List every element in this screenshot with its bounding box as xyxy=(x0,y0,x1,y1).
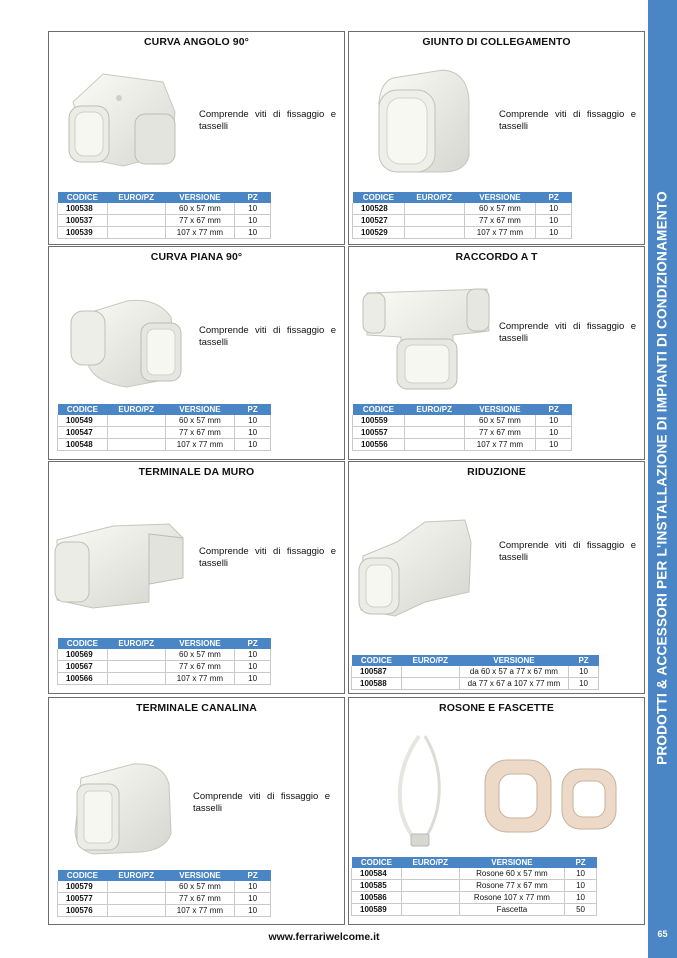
qty-cell: 10 xyxy=(235,673,271,685)
version-cell: da 60 x 57 a 77 x 67 mm xyxy=(459,666,568,678)
header-euro: EURO/PZ xyxy=(404,404,464,415)
product-panel-curva-angolo xyxy=(48,31,345,245)
code-cell: 100576 xyxy=(58,905,108,917)
price-cell xyxy=(404,415,464,427)
version-cell: Rosone 107 x 77 mm xyxy=(459,892,564,904)
panel-title: TERMINALE DA MURO xyxy=(138,466,255,478)
product-table xyxy=(351,655,599,690)
version-cell: 77 x 67 mm xyxy=(464,215,536,227)
header-euro: EURO/PZ xyxy=(107,192,165,203)
product-table xyxy=(351,857,597,916)
code-cell: 100566 xyxy=(58,673,108,685)
price-cell xyxy=(107,649,165,661)
qty-cell: 10 xyxy=(235,661,271,673)
header-pz: PZ xyxy=(235,404,271,415)
code-cell: 100579 xyxy=(58,881,108,893)
version-cell: Rosone 60 x 57 mm xyxy=(459,868,564,880)
product-panel-terminale-canalina xyxy=(48,697,345,925)
code-cell: 100588 xyxy=(352,678,402,690)
table-row xyxy=(352,892,597,904)
header-pz: PZ xyxy=(569,655,599,666)
code-cell: 100586 xyxy=(352,892,402,904)
code-cell: 100589 xyxy=(352,904,402,916)
panel-title: CURVA ANGOLO 90° xyxy=(144,36,249,48)
table-row xyxy=(58,215,271,227)
price-cell xyxy=(404,215,464,227)
panel-description: Comprende viti di fissaggio e tasselli xyxy=(199,325,336,348)
panel-description: Comprende viti di fissaggio e tasselli xyxy=(499,109,636,132)
product-table xyxy=(57,638,271,685)
header-codice: CODICE xyxy=(352,655,402,666)
table-row xyxy=(352,880,597,892)
product-image-raccordo-t xyxy=(361,279,493,397)
header-pz: PZ xyxy=(235,870,271,881)
version-cell: 107 x 77 mm xyxy=(165,673,235,685)
product-table xyxy=(57,870,271,917)
panel-title: CURVA PIANA 90° xyxy=(150,251,243,263)
version-cell: 77 x 67 mm xyxy=(464,427,536,439)
product-image-riduzione xyxy=(355,512,475,622)
table-row xyxy=(58,227,271,239)
price-cell xyxy=(401,868,459,880)
code-cell: 100537 xyxy=(58,215,108,227)
header-euro: EURO/PZ xyxy=(107,870,165,881)
product-image-rosone-small xyxy=(559,766,619,832)
product-panel-riduzione xyxy=(348,461,645,694)
qty-cell: 10 xyxy=(565,868,597,880)
qty-cell: 10 xyxy=(235,203,271,215)
qty-cell: 10 xyxy=(235,427,271,439)
code-cell: 100557 xyxy=(353,427,405,439)
product-image-fascetta xyxy=(391,730,451,854)
price-cell xyxy=(401,678,459,690)
header-codice: CODICE xyxy=(58,638,108,649)
version-cell: 107 x 77 mm xyxy=(165,227,235,239)
header-codice: CODICE xyxy=(58,404,108,415)
table-row xyxy=(353,215,572,227)
qty-cell: 10 xyxy=(235,215,271,227)
price-cell xyxy=(107,439,165,451)
qty-cell: 10 xyxy=(235,227,271,239)
code-cell: 100529 xyxy=(353,227,405,239)
version-cell: 60 x 57 mm xyxy=(165,649,235,661)
qty-cell: 10 xyxy=(536,439,572,451)
table-row xyxy=(352,666,599,678)
qty-cell: 10 xyxy=(536,415,572,427)
version-cell: 60 x 57 mm xyxy=(464,415,536,427)
header-codice: CODICE xyxy=(352,857,402,868)
header-versione: VERSIONE xyxy=(165,638,235,649)
header-euro: EURO/PZ xyxy=(107,638,165,649)
header-versione: VERSIONE xyxy=(459,857,564,868)
price-cell xyxy=(404,203,464,215)
code-cell: 100585 xyxy=(352,880,402,892)
table-row xyxy=(352,868,597,880)
code-cell: 100528 xyxy=(353,203,405,215)
price-cell xyxy=(401,880,459,892)
qty-cell: 10 xyxy=(536,227,572,239)
price-cell xyxy=(107,661,165,673)
qty-cell: 10 xyxy=(235,881,271,893)
header-euro: EURO/PZ xyxy=(404,192,464,203)
table-row xyxy=(58,415,271,427)
version-cell: Rosone 77 x 67 mm xyxy=(459,880,564,892)
price-cell xyxy=(404,439,464,451)
price-cell xyxy=(107,893,165,905)
code-cell: 100559 xyxy=(353,415,405,427)
version-cell: 107 x 77 mm xyxy=(165,439,235,451)
price-cell xyxy=(404,427,464,439)
table-row xyxy=(353,415,572,427)
code-cell: 100548 xyxy=(58,439,108,451)
version-cell: da 77 x 67 a 107 x 77 mm xyxy=(459,678,568,690)
panel-title: GIUNTO DI COLLEGAMENTO xyxy=(422,36,571,48)
header-euro: EURO/PZ xyxy=(401,655,459,666)
version-cell: 60 x 57 mm xyxy=(165,415,235,427)
code-cell: 100547 xyxy=(58,427,108,439)
product-table xyxy=(57,192,271,239)
qty-cell: 10 xyxy=(235,905,271,917)
price-cell xyxy=(107,415,165,427)
version-cell: 107 x 77 mm xyxy=(464,227,536,239)
header-versione: VERSIONE xyxy=(459,655,568,666)
header-codice: CODICE xyxy=(353,192,405,203)
code-cell: 100556 xyxy=(353,439,405,451)
version-cell: 77 x 67 mm xyxy=(165,661,235,673)
product-image-curva-angolo xyxy=(63,62,193,180)
price-cell xyxy=(107,673,165,685)
price-cell xyxy=(107,427,165,439)
qty-cell: 10 xyxy=(235,893,271,905)
header-pz: PZ xyxy=(235,192,271,203)
product-table xyxy=(352,404,572,451)
qty-cell: 10 xyxy=(536,215,572,227)
product-image-rosone-large xyxy=(481,756,555,836)
version-cell: Fascetta xyxy=(459,904,564,916)
price-cell xyxy=(401,904,459,916)
table-row xyxy=(58,893,271,905)
header-versione: VERSIONE xyxy=(165,192,235,203)
product-image-terminale-canalina xyxy=(69,754,179,858)
panel-description: Comprende viti di fissaggio e tasselli xyxy=(199,546,336,569)
version-cell: 107 x 77 mm xyxy=(464,439,536,451)
panel-description: Comprende viti di fissaggio e tasselli xyxy=(199,109,336,132)
header-versione: VERSIONE xyxy=(464,404,536,415)
qty-cell: 10 xyxy=(235,415,271,427)
version-cell: 107 x 77 mm xyxy=(165,905,235,917)
table-row xyxy=(352,904,597,916)
table-row xyxy=(352,678,599,690)
qty-cell: 10 xyxy=(536,203,572,215)
panel-title: RIDUZIONE xyxy=(467,466,526,478)
header-euro: EURO/PZ xyxy=(107,404,165,415)
qty-cell: 10 xyxy=(235,439,271,451)
table-row xyxy=(353,227,572,239)
header-versione: VERSIONE xyxy=(464,192,536,203)
table-row xyxy=(58,881,271,893)
qty-cell: 10 xyxy=(565,880,597,892)
product-panel-giunto xyxy=(348,31,645,245)
qty-cell: 10 xyxy=(565,892,597,904)
product-panel-rosone-fascette xyxy=(348,697,645,925)
product-panel-terminale-muro xyxy=(48,461,345,694)
header-pz: PZ xyxy=(235,638,271,649)
version-cell: 77 x 67 mm xyxy=(165,427,235,439)
panel-title: TERMINALE CANALINA xyxy=(136,702,257,714)
header-codice: CODICE xyxy=(353,404,405,415)
header-pz: PZ xyxy=(565,857,597,868)
table-row xyxy=(58,661,271,673)
code-cell: 100577 xyxy=(58,893,108,905)
header-versione: VERSIONE xyxy=(165,404,235,415)
panel-title: ROSONE E FASCETTE xyxy=(439,702,554,714)
table-row xyxy=(58,427,271,439)
qty-cell: 10 xyxy=(569,678,599,690)
header-codice: CODICE xyxy=(58,870,108,881)
product-image-giunto xyxy=(373,60,483,180)
product-panel-curva-piana xyxy=(48,246,345,460)
table-row xyxy=(58,905,271,917)
code-cell: 100527 xyxy=(353,215,405,227)
product-image-curva-piana xyxy=(67,287,189,397)
qty-cell: 10 xyxy=(569,666,599,678)
header-pz: PZ xyxy=(536,192,572,203)
price-cell xyxy=(107,215,165,227)
product-panel-raccordo-t xyxy=(348,246,645,460)
table-row xyxy=(58,649,271,661)
footer-url[interactable]: www.ferrariwelcome.it xyxy=(268,931,380,943)
header-pz: PZ xyxy=(536,404,572,415)
table-row xyxy=(353,439,572,451)
product-image-terminale-muro xyxy=(53,514,193,614)
code-cell: 100539 xyxy=(58,227,108,239)
page-number: 65 xyxy=(657,929,668,939)
version-cell: 60 x 57 mm xyxy=(464,203,536,215)
panel-description: Comprende viti di fissaggio e tasselli xyxy=(193,791,330,814)
table-row xyxy=(58,203,271,215)
table-row xyxy=(58,673,271,685)
header-codice: CODICE xyxy=(58,192,108,203)
qty-cell: 50 xyxy=(565,904,597,916)
version-cell: 60 x 57 mm xyxy=(165,881,235,893)
version-cell: 77 x 67 mm xyxy=(165,215,235,227)
code-cell: 100587 xyxy=(352,666,402,678)
code-cell: 100567 xyxy=(58,661,108,673)
product-table xyxy=(57,404,271,451)
header-euro: EURO/PZ xyxy=(401,857,459,868)
table-row xyxy=(353,203,572,215)
price-cell xyxy=(107,203,165,215)
header-versione: VERSIONE xyxy=(165,870,235,881)
version-cell: 77 x 67 mm xyxy=(165,893,235,905)
code-cell: 100538 xyxy=(58,203,108,215)
qty-cell: 10 xyxy=(235,649,271,661)
price-cell xyxy=(401,666,459,678)
panel-description: Comprende viti di fissaggio e tasselli xyxy=(499,321,636,344)
table-row xyxy=(353,427,572,439)
sidebar-title: PRODOTTI & ACCESSORI PER L'INSTALLAZIONE DI IMPIANTI DI CONDIZIONAMENTO xyxy=(654,191,670,765)
price-cell xyxy=(107,881,165,893)
price-cell xyxy=(107,227,165,239)
code-cell: 100549 xyxy=(58,415,108,427)
product-table xyxy=(352,192,572,239)
code-cell: 100584 xyxy=(352,868,402,880)
panel-title: RACCORDO A T xyxy=(455,251,538,263)
price-cell xyxy=(107,905,165,917)
price-cell xyxy=(401,892,459,904)
table-row xyxy=(58,439,271,451)
code-cell: 100569 xyxy=(58,649,108,661)
qty-cell: 10 xyxy=(536,427,572,439)
price-cell xyxy=(404,227,464,239)
version-cell: 60 x 57 mm xyxy=(165,203,235,215)
panel-description: Comprende viti di fissaggio e tasselli xyxy=(499,540,636,563)
